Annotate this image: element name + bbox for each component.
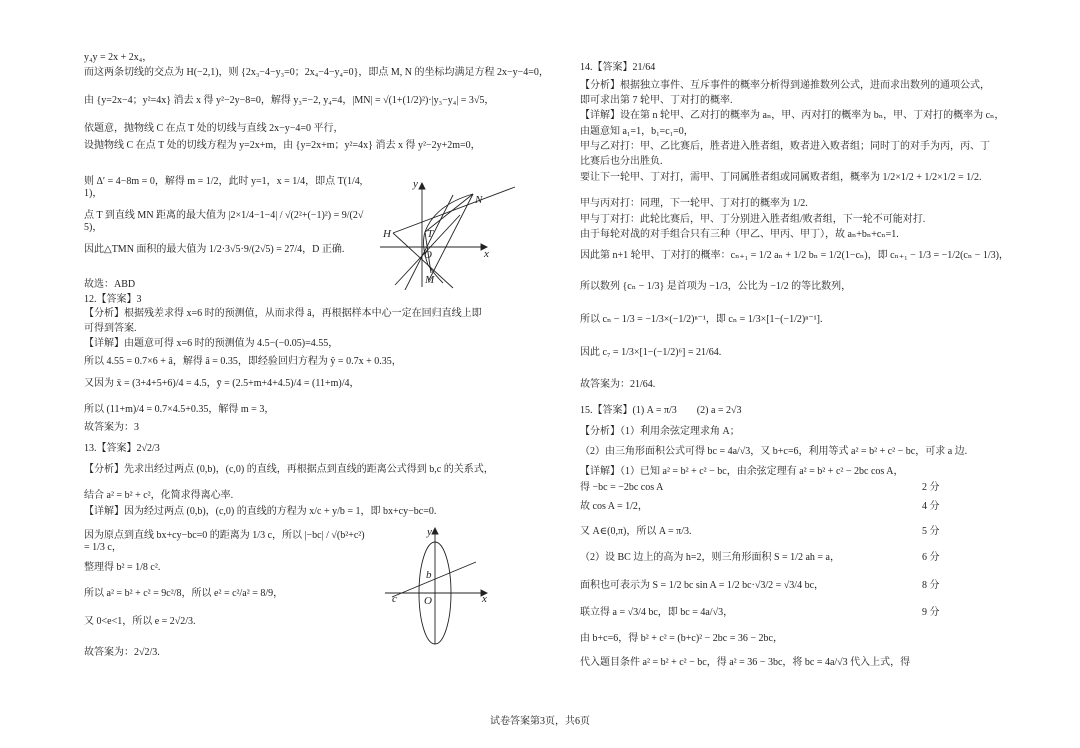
text-line: 由题意知 a₁=1，b₁=c₁=0， xyxy=(580,126,694,137)
text-line: 设抛物线 C 在点 T 处的切线方程为 y=2x+m，由 {y=2x+m；y²=4x} 消去 x 得 y²−2y+2m=0， xyxy=(84,140,481,151)
question-15-answer: 15.【答案】(1) A = π/3 (2) a = 2√3 xyxy=(580,405,742,416)
fig-label: y xyxy=(413,178,418,190)
text-line: 又 0<e<1，所以 e = 2√2/3. xyxy=(84,616,196,627)
text-line: 【分析】先求出经过两点 (0,b)，(c,0) 的直线，再根据点到直线的距离公式得到 b,c 的关系式， xyxy=(84,464,494,475)
text-line: 故选：ABD xyxy=(84,279,136,290)
text-line: 整理得 b² = 1/8 c². xyxy=(84,562,161,573)
text-line: 所以 (11+m)/4 = 0.7×4.5+0.35，解得 m = 3， xyxy=(84,404,275,415)
text-line: 比赛后也分出胜负. xyxy=(580,156,663,167)
question-14-answer: 14.【答案】21/64 xyxy=(580,62,656,73)
text-line: 即可求出第 7 轮甲、丁对打的概率. xyxy=(580,95,733,106)
text-line: 故答案为：21/64. xyxy=(580,379,656,390)
score-mark: 6 分 xyxy=(922,552,940,563)
text-line: 所以 4.55 = 0.7×6 + â，解得 â = 0.35，即经验回归方程为 ŷ = 0.7x + 0.35， xyxy=(84,356,402,367)
text-line: 由 b+c=6，得 b² + c² = (b+c)² − 2bc = 36 − 2bc， xyxy=(580,633,783,644)
fig-label: O xyxy=(424,249,432,261)
text-line: 因为原点到直线 bx+cy−bc=0 的距离为 1/3 c，所以 |−bc| / √(b²+c²) = 1/3 c， xyxy=(84,530,365,553)
text-line: 【分析】（1）利用余弦定理求角 A； xyxy=(580,426,740,437)
score-mark: 5 分 xyxy=(922,526,940,537)
text-line: 面积也可表示为 S = 1/2 bc sin A = 1/2 bc·√3/2 = √3/4 bc， xyxy=(580,580,825,591)
score-mark: 4 分 xyxy=(922,501,940,512)
text-line: 则 Δ′ = 4−8m = 0，解得 m = 1/2，此时 y=1，x = 1/4，即点 T(1/4, 1)， xyxy=(84,176,363,199)
fig-label: T xyxy=(427,228,434,240)
text-line: 要让下一轮甲、丁对打，需甲、丁同属胜者组或同属败者组，概率为 1/2×1/2 + 1/2×1/2 = 1/2. xyxy=(580,172,982,183)
text-line: 【详解】因为经过两点 (0,b)，(c,0) 的直线的方程为 x/c + y/b = 1，即 bx+cy−bc=0. xyxy=(84,506,437,517)
text-line: （2）设 BC 边上的高为 h=2，则三角形面积 S = 1/2 ah = a， xyxy=(580,552,840,563)
text-line: 依题意，抛物线 C 在点 T 处的切线与直线 2x−y−4=0 平行， xyxy=(84,123,344,134)
text-line: 因此 c₇ = 1/3×[1−(−1/2)⁶] = 21/64. xyxy=(580,347,722,358)
text-line: 由于每轮对战的对手组合只有三种（甲乙、甲丙、甲丁），故 aₙ+bₙ+cₙ=1. xyxy=(580,229,899,240)
text-line: 【详解】由题意可得 x=6 时的预测值为 4.5−(−0.05)=4.55， xyxy=(84,338,339,349)
text-line: 故 cos A = 1/2， xyxy=(580,501,648,512)
text-line: 所以数列 {cₙ − 1/3} 是首项为 −1/3，公比为 −1/2 的等比数列， xyxy=(580,281,852,292)
parabola-figure xyxy=(375,175,535,290)
fig-label: H xyxy=(383,228,391,240)
text-line: 甲与乙对打：甲、乙比赛后，胜者进入胜者组，败者进入败者组；同时丁的对手为丙，丙、丁 xyxy=(580,141,990,152)
fig-label: y xyxy=(427,526,432,538)
score-mark: 2 分 xyxy=(922,482,940,493)
text-line: 由 {y=2x−4；y²=4x} 消去 x 得 y²−2y−8=0，解得 y₃=−2, y₄=4，|MN| = √(1+(1/2)²)·|y₃−y₄| = 3√5， xyxy=(84,95,495,106)
text-line: 甲与丙对打：同理，下一轮甲、丁对打的概率为 1/2. xyxy=(580,198,808,209)
fig-label: x xyxy=(484,248,489,260)
text-line: 【分析】根据残差求得 x=6 时的预测值，从而求得 â，再根据样本中心一定在回归直线上即 xyxy=(84,308,482,319)
text-line: 结合 a² = b² + c²，化简求得离心率. xyxy=(84,490,234,501)
text-line: 点 T 到直线 MN 距离的最大值为 |2×1/4−1−4| / √(2²+(−1)²) = 9/(2√5)， xyxy=(84,210,364,233)
text-line: 【分析】根据独立事件、互斥事件的概率分析得到递推数列公式，进而求出数列的通项公式， xyxy=(580,80,990,91)
text-line: 因此第 n+1 轮甲、丁对打的概率：cₙ₊₁ = 1/2 aₙ + 1/2 bₙ = 1/2(1−cₙ)，即 cₙ₊₁ − 1/3 = −1/2(cₙ − 1/3)， xyxy=(580,250,1009,261)
page-footer: 试卷答案第3页，共6页 xyxy=(490,716,590,727)
text-line: 【详解】设在第 n 轮甲、乙对打的概率为 aₙ，甲、丙对打的概率为 bₙ，甲、丁对打的概率为 cₙ， xyxy=(580,110,1005,121)
fig-label: O xyxy=(424,595,432,607)
text-line: 【详解】（1）已知 a² = b² + c² − bc，由余弦定理有 a² = b² + c² − 2bc cos A， xyxy=(580,466,904,477)
score-mark: 8 分 xyxy=(922,580,940,591)
question-12-answer: 12.【答案】3 xyxy=(84,294,142,305)
text-line: 又因为 x̄ = (3+4+5+6)/4 = 4.5，ȳ = (2.5+m+4+4.5)/4 = (11+m)/4， xyxy=(84,378,360,389)
text-line: 所以 a² = b² + c² = 9c²/8，所以 e² = c²/a² = 8/9， xyxy=(84,588,284,599)
fig-label: c xyxy=(392,593,397,605)
fig-label: x xyxy=(482,593,487,605)
text-line: 而这两条切线的交点为 H(−2,1)，则 {2x₃−4−y₃=0；2x₄−4−y₄=0}，即点 M, N 的坐标均满足方程 2x−y−4=0， xyxy=(84,67,549,78)
text-line: 甲与丁对打：此轮比赛后，甲、丁分别进入胜者组/败者组，下一轮不可能对打. xyxy=(580,214,926,225)
question-13-answer: 13.【答案】2√2/3 xyxy=(84,443,160,454)
text-line: 得 −bc = −2bc cos A xyxy=(580,482,664,493)
text-line: 联立得 a = √3/4 bc，即 bc = 4a/√3， xyxy=(580,607,734,618)
score-mark: 9 分 xyxy=(922,607,940,618)
fig-label: b xyxy=(426,569,432,581)
text-line: （2）由三角形面积公式可得 bc = 4a/√3，又 b+c=6，利用等式 a² = b² + c² − bc，可求 a 边. xyxy=(580,446,968,457)
text-line: 故答案为：2√2/3. xyxy=(84,647,160,658)
text-line: 又 A∈(0,π)，所以 A = π/3. xyxy=(580,526,692,537)
text-line: y₄y = 2x + 2x₄， xyxy=(84,52,153,63)
fig-label: M xyxy=(425,274,435,286)
text-line: 可得到答案. xyxy=(84,323,137,334)
text-line: 代入题目条件 a² = b² + c² − bc，得 a² = 36 − 3bc，将 bc = 4a/√3 代入上式，得 xyxy=(580,657,911,668)
text-line: 所以 cₙ − 1/3 = −1/3×(−1/2)ⁿ⁻¹，即 cₙ = 1/3×[1−(−1/2)ⁿ⁻¹]. xyxy=(580,314,823,325)
text-line: 故答案为：3 xyxy=(84,422,139,433)
ellipse-figure xyxy=(380,522,495,647)
fig-label: N xyxy=(475,194,483,206)
text-line: 因此△TMN 面积的最大值为 1/2·3√5·9/(2√5) = 27/4，D 正确. xyxy=(84,244,345,255)
